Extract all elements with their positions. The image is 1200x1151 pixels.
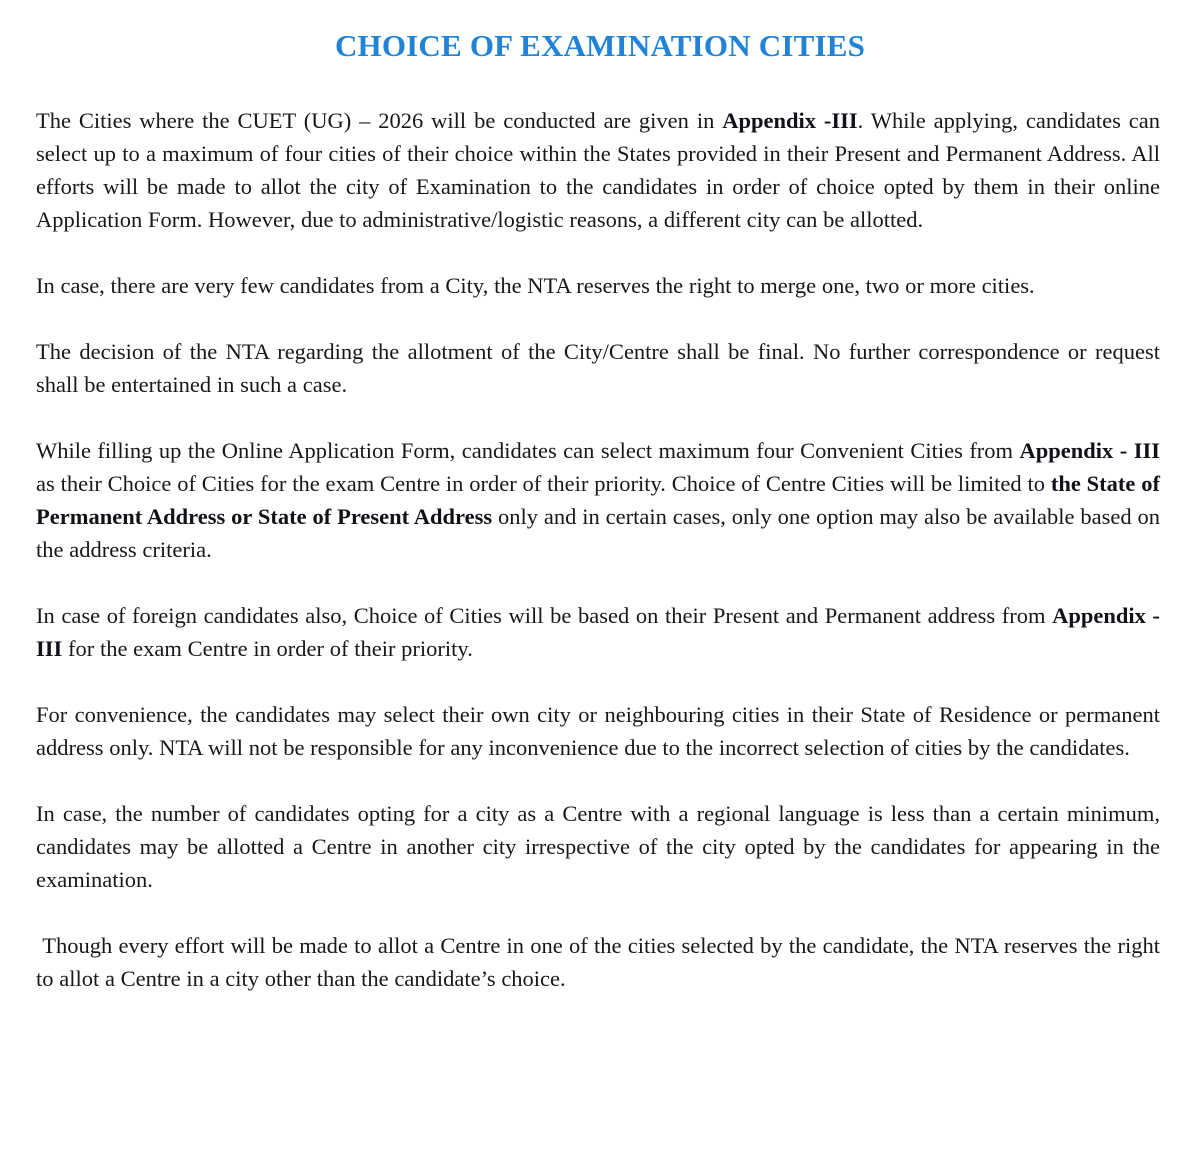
emphasis-text: Appendix -III (722, 108, 858, 133)
paragraph (36, 698, 1160, 764)
body-text-run: Though every effort will be made to allot a Centre in one of the cities selected by the candidate, the NTA reserves the right to allot a Centre in a city other than the candidate’s choice. (36, 933, 1160, 991)
body-text-run: . While applying, candidates can select up to a maximum of four cities of their choice within the States provided in their Present and Permanent Address. All efforts will be made to allot the city of Examination to the candidates in order of choice opted by them in their online Application Form. However, due to administrative/logistic reasons, a different city can be allotted. (36, 108, 1160, 232)
page-title: CHOICE OF EXAMINATION CITIES (334, 28, 866, 63)
emphasis-text: the State of Permanent Address or State of Present Address (36, 471, 1160, 529)
paragraph (36, 335, 1160, 401)
paragraph (36, 797, 1160, 896)
body-text-run: for the exam Centre in order of their priority. (62, 636, 473, 661)
body-text-run: For convenience, the candidates may select their own city or neighbouring cities in their State of Residence or permanent address only. NTA will not be responsible for any inconvenience due to the incorrect selection of cities by the candidates. (36, 702, 1160, 760)
body-text-run: In case, the number of candidates opting for a city as a Centre with a regional language is less than a certain minimum, candidates may be allotted a Centre in another city irrespective of the city opted by the candidates for appearing in the examination. (36, 801, 1160, 892)
paragraph (36, 599, 1160, 665)
body-text-run: In case of foreign candidates also, Choice of Cities will be based on their Present and Permanent address from (36, 603, 1053, 628)
body-text-run: only and in certain cases, only one option may also be available based on the address criteria. (36, 504, 1160, 562)
paragraph (36, 104, 1160, 236)
document-body (36, 104, 1160, 995)
body-text-run: While filling up the Online Application Form, candidates can select maximum four Convenient Cities from (36, 438, 1020, 463)
paragraph (36, 269, 1160, 302)
body-text-run: In case, there are very few candidates from a City, the NTA reserves the right to merge one, two or more cities. (36, 273, 1035, 298)
body-text-run: The decision of the NTA regarding the allotment of the City/Centre shall be final. No further correspondence or request shall be entertained in such a case. (36, 339, 1160, 397)
paragraph (36, 434, 1160, 566)
body-text-run: The Cities where the CUET (UG) – 2026 will be conducted are given in (36, 108, 723, 133)
emphasis-text: Appendix -III (36, 603, 1160, 661)
body-text-run: as their Choice of Cities for the exam Centre in order of their priority. Choice of Centre Cities will be limited to (36, 471, 1051, 496)
paragraph (36, 929, 1160, 995)
emphasis-text: Appendix - III (1019, 438, 1160, 463)
